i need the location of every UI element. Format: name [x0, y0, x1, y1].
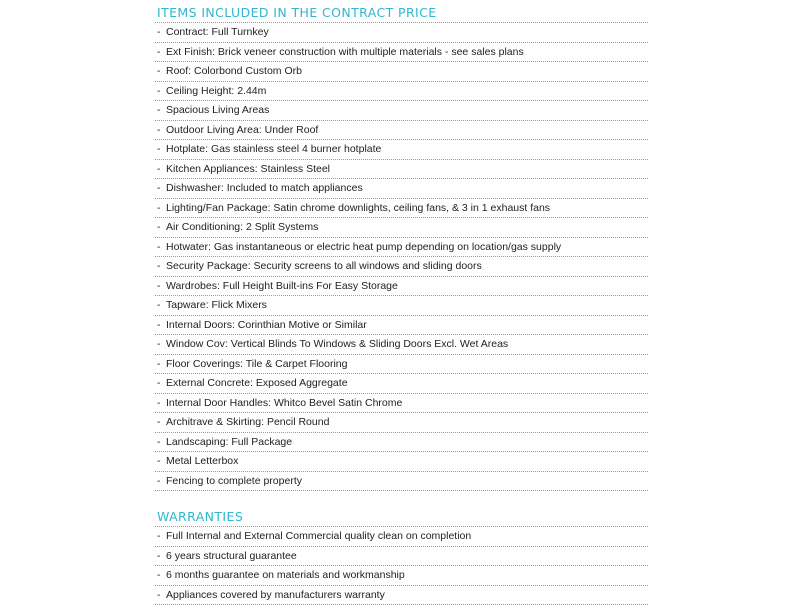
- list-item: [155, 413, 648, 433]
- item-text: Architrave & Skirting: Pencil Round: [166, 416, 329, 428]
- list-item: [155, 199, 648, 219]
- bullet: -: [157, 160, 166, 179]
- item-text: Hotwater: Gas instantaneous or electric heat pump depending on location/gas supply: [166, 241, 561, 253]
- list-item: [155, 277, 648, 297]
- bullet: -: [157, 547, 166, 566]
- list-item: [155, 101, 648, 121]
- bullet: -: [157, 433, 166, 452]
- list-item: [155, 394, 648, 414]
- bullet: -: [157, 238, 166, 257]
- item-text: Metal Letterbox: [166, 455, 238, 467]
- list-item: [155, 121, 648, 141]
- item-text: Internal Doors: Corinthian Motive or Similar: [166, 319, 367, 331]
- item-text: Window Cov: Vertical Blinds To Windows & Sliding Doors Excl. Wet Areas: [166, 338, 508, 350]
- item-text: Fencing to complete property: [166, 475, 302, 487]
- list-item: [155, 238, 648, 258]
- bullet: -: [157, 140, 166, 159]
- list-item: [155, 160, 648, 180]
- bullet: -: [157, 472, 166, 491]
- bullet: -: [157, 566, 166, 585]
- document: [155, 0, 648, 605]
- list-item: [155, 355, 648, 375]
- bullet: -: [157, 257, 166, 276]
- list-item: [155, 82, 648, 102]
- list-item: [155, 296, 648, 316]
- list-item: [155, 335, 648, 355]
- item-text: External Concrete: Exposed Aggregate: [166, 377, 348, 389]
- item-text: Floor Coverings: Tile & Carpet Flooring: [166, 358, 348, 370]
- bullet: -: [157, 23, 166, 42]
- bullet: -: [157, 277, 166, 296]
- item-text: Ceiling Height: 2.44m: [166, 85, 266, 97]
- bullet: -: [157, 316, 166, 335]
- item-text: Spacious Living Areas: [166, 104, 269, 116]
- item-text: Hotplate: Gas stainless steel 4 burner hotplate: [166, 143, 381, 155]
- item-text: Outdoor Living Area: Under Roof: [166, 124, 318, 136]
- list-item: [155, 452, 648, 472]
- list-item: [155, 140, 648, 160]
- item-text: 6 years structural guarantee: [166, 550, 297, 562]
- item-text: Lighting/Fan Package: Satin chrome downlights, ceiling fans, & 3 in 1 exhaust fans: [166, 202, 550, 214]
- bullet: -: [157, 82, 166, 101]
- bullet: -: [157, 374, 166, 393]
- bullet: -: [157, 452, 166, 471]
- list-item: [155, 586, 648, 605]
- bullet: -: [157, 394, 166, 413]
- bullet: -: [157, 43, 166, 62]
- bullet: -: [157, 199, 166, 218]
- item-text: Internal Door Handles: Whitco Bevel Satin Chrome: [166, 397, 402, 409]
- item-text: Landscaping: Full Package: [166, 436, 292, 448]
- list-item: [155, 374, 648, 394]
- list-item: [155, 316, 648, 336]
- list-item: [155, 566, 648, 586]
- item-text: Dishwasher: Included to match appliances: [166, 182, 363, 194]
- bullet: -: [157, 62, 166, 81]
- section-heading: WARRANTIES: [155, 504, 648, 527]
- list-item: [155, 433, 648, 453]
- item-text: Ext Finish: Brick veneer construction with multiple materials - see sales plans: [166, 46, 524, 58]
- list-item: [155, 547, 648, 567]
- bullet: -: [157, 179, 166, 198]
- list-item: [155, 179, 648, 199]
- bullet: -: [157, 413, 166, 432]
- section-contract-items: [155, 0, 648, 491]
- item-text: Air Conditioning: 2 Split Systems: [166, 221, 318, 233]
- item-list: [155, 23, 648, 491]
- bullet: -: [157, 101, 166, 120]
- item-text: Tapware: Flick Mixers: [166, 299, 267, 311]
- bullet: -: [157, 586, 166, 605]
- bullet: -: [157, 527, 166, 546]
- item-text: Appliances covered by manufacturers warranty: [166, 589, 385, 601]
- list-item: [155, 23, 648, 43]
- item-text: Wardrobes: Full Height Built-ins For Easy Storage: [166, 280, 398, 292]
- item-text: 6 months guarantee on materials and workmanship: [166, 569, 405, 581]
- item-text: Kitchen Appliances: Stainless Steel: [166, 163, 330, 175]
- section-heading: ITEMS INCLUDED IN THE CONTRACT PRICE: [155, 0, 648, 23]
- item-text: Contract: Full Turnkey: [166, 26, 269, 38]
- list-item: [155, 257, 648, 277]
- bullet: -: [157, 355, 166, 374]
- bullet: -: [157, 335, 166, 354]
- bullet: -: [157, 218, 166, 237]
- section-warranties: [155, 504, 648, 605]
- bullet: -: [157, 296, 166, 315]
- item-text: Full Internal and External Commercial quality clean on completion: [166, 530, 471, 542]
- list-item: [155, 43, 648, 63]
- item-text: Roof: Colorbond Custom Orb: [166, 65, 302, 77]
- list-item: [155, 62, 648, 82]
- list-item: [155, 527, 648, 547]
- bullet: -: [157, 121, 166, 140]
- item-text: Security Package: Security screens to all windows and sliding doors: [166, 260, 482, 272]
- list-item: [155, 472, 648, 492]
- item-list: [155, 527, 648, 605]
- list-item: [155, 218, 648, 238]
